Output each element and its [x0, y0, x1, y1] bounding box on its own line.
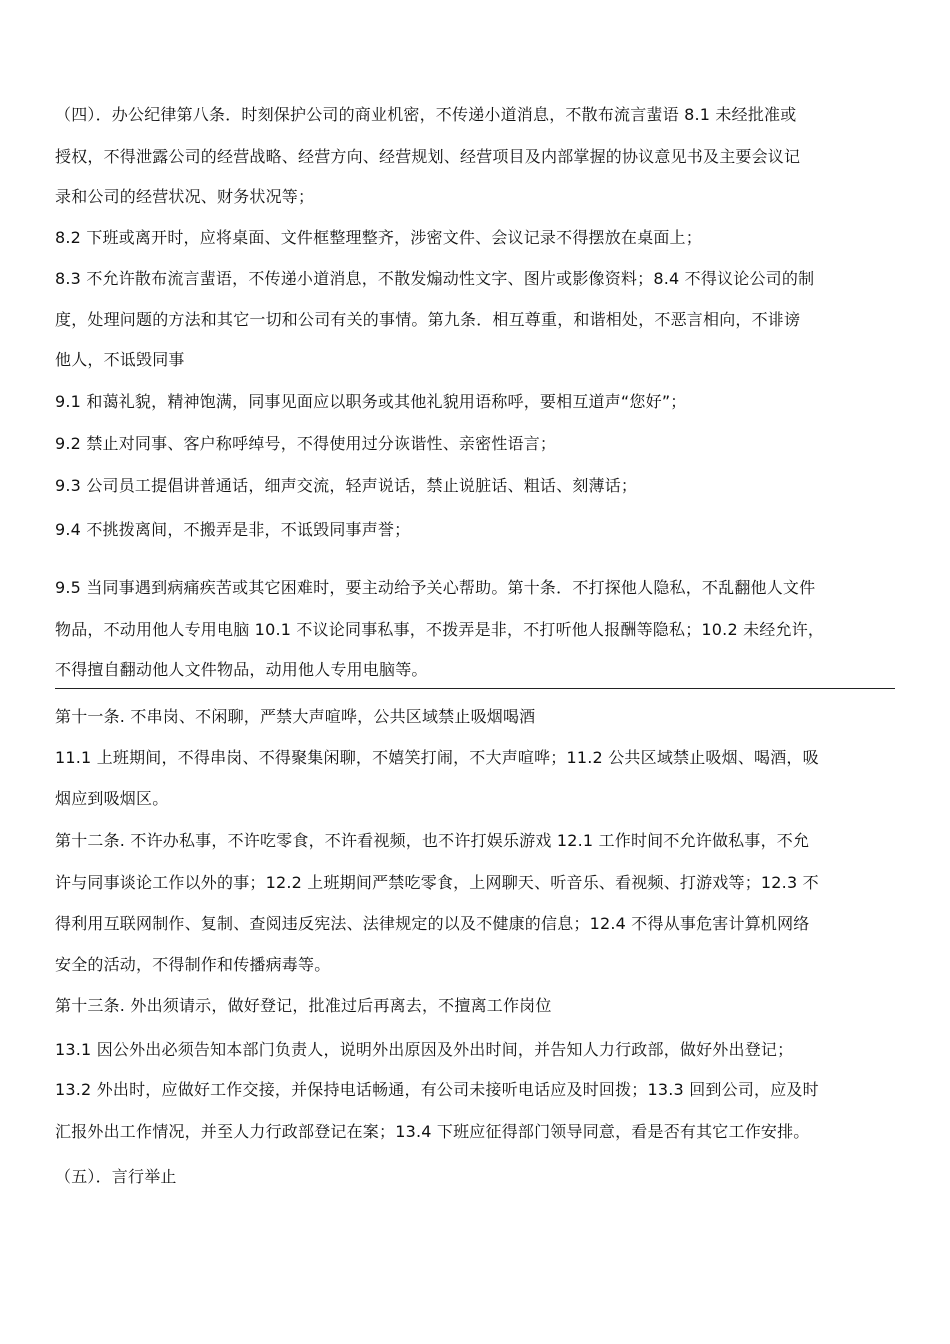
text-line: 录和公司的经营状况、财务状况等；: [55, 187, 315, 206]
text-line: 第十三条. 外出须请示，做好登记，批准过后再离去，不擅离工作岗位: [55, 996, 552, 1015]
text-line: 许与同事谈论工作以外的事；12.2 上班期间严禁吃零食，上网聊天、听音乐、看视频、打游戏等；12.3 不: [55, 873, 819, 892]
text-line: 9.5 当同事遇到病痛疾苦或其它困难时，要主动给予关心帮助。第十条．不打探他人隐私，不乱翻他人文件: [55, 578, 816, 597]
text-line: 9.1 和蔼礼貌，精神饱满，同事见面应以职务或其他礼貌用语称呼，要相互道声“您好”；: [55, 392, 687, 411]
text-line: 8.3 不允许散布流言蜚语，不传递小道消息，不散发煽动性文字、图片或影像资料；8.4 不得议论公司的制: [55, 269, 815, 288]
text-line: 8.2 下班或离开时，应将桌面、文件框整理整齐，涉密文件、会议记录不得摆放在桌面上；: [55, 228, 702, 247]
text-line: 他人，不诋毁同事: [55, 350, 185, 369]
text-line: 9.4 不挑拨离间，不搬弄是非，不诋毁同事声誉；: [55, 520, 411, 539]
text-line: 度，处理问题的方法和其它一切和公司有关的事情。第九条．相互尊重，和谐相处，不恶言相向，不诽谤: [55, 310, 801, 329]
text-line: （四）．办公纪律第八条．时刻保护公司的商业机密，不传递小道消息，不散布流言蜚语 8.1 未经批准或: [55, 105, 797, 124]
text-line: 11.1 上班期间，不得串岗、不得聚集闲聊，不嬉笑打闹，不大声喧哗；11.2 公共区域禁止吸烟、喝酒，吸: [55, 748, 819, 767]
text-line: 第十二条. 不许办私事，不许吃零食，不许看视频，也不许打娱乐游戏 12.1 工作时间不允许做私事，不允: [55, 831, 810, 850]
text-line: 第十一条. 不串岗、不闲聊，严禁大声喧哗，公共区域禁止吸烟喝酒: [55, 707, 536, 726]
section-heading: （五）．言行举止: [55, 1167, 177, 1186]
text-line: 汇报外出工作情况，并至人力行政部登记在案；13.4 下班应征得部门领导同意，看是否有其它工作安排。: [55, 1122, 810, 1141]
text-line: 烟应到吸烟区。: [55, 789, 169, 808]
text-line: 安全的活动，不得制作和传播病毒等。: [55, 955, 331, 974]
horizontal-divider: [55, 688, 895, 689]
text-line: 得利用互联网制作、复制、查阅违反宪法、法律规定的以及不健康的信息；12.4 不得从事危害计算机网络: [55, 914, 810, 933]
text-line: 不得擅自翻动他人文件物品，动用他人专用电脑等。: [55, 660, 428, 679]
text-line: 9.2 禁止对同事、客户称呼绰号，不得使用过分诙谐性、亲密性语言；: [55, 434, 557, 453]
text-line: 物品，不动用他人专用电脑 10.1 不议论同事私事，不拨弄是非，不打听他人报酬等隐私；10.2 未经允许，: [55, 620, 825, 639]
text-line: 13.2 外出时，应做好工作交接，并保持电话畅通，有公司未接听电话应及时回拨；13.3 回到公司，应及时: [55, 1080, 819, 1099]
text-line: 13.1 因公外出必须告知本部门负责人，说明外出原因及外出时间，并告知人力行政部，做好外出登记；: [55, 1040, 794, 1059]
text-line: 9.3 公司员工提倡讲普通话，细声交流，轻声说话，禁止说脏话、粗话、刻薄话；: [55, 476, 638, 495]
text-line: 授权，不得泄露公司的经营战略、经营方向、经营规划、经营项目及内部掌握的协议意见书及主要会议记: [55, 147, 801, 166]
